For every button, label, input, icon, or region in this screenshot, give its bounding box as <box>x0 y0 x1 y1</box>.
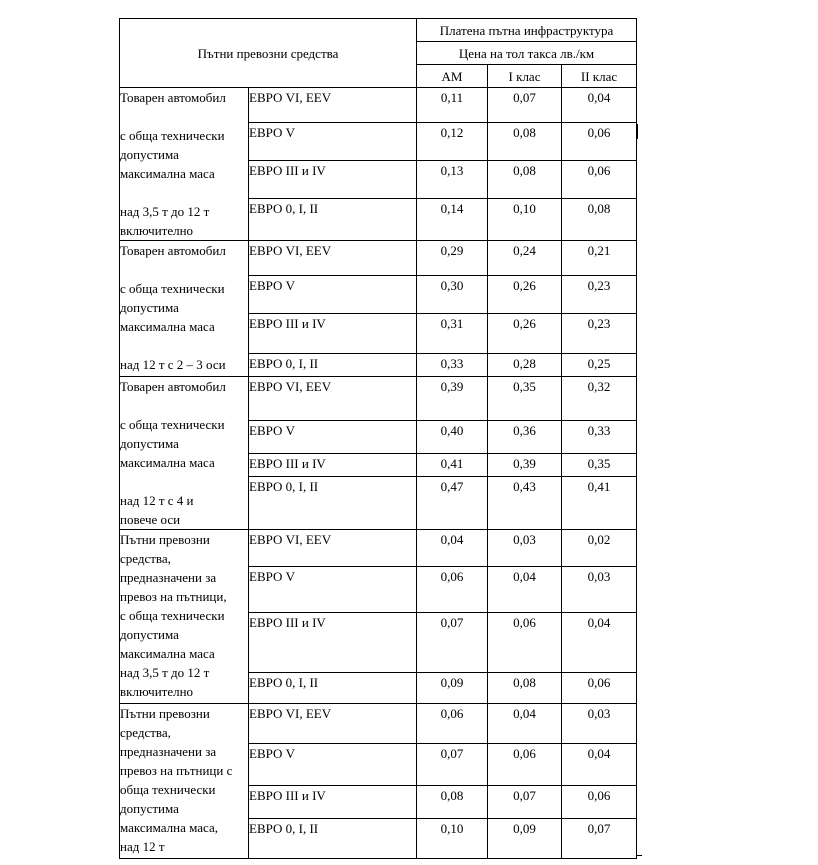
category-line: над 3,5 т до 12 т <box>120 665 210 680</box>
euro-class-cell: ЕВРО V <box>249 567 417 613</box>
price-am-cell: 0,33 <box>417 354 488 377</box>
category-line: максимална маса <box>120 646 215 661</box>
table-row <box>120 377 637 421</box>
price-i-cell: 0,35 <box>488 377 562 421</box>
price-ii-cell: 0,41 <box>562 477 637 530</box>
category-line: максимална маса <box>120 455 215 470</box>
table-row <box>120 241 637 276</box>
price-am-cell: 0,07 <box>417 613 488 673</box>
euro-class-cell: ЕВРО III и IV <box>249 160 417 199</box>
category-line: превоз на пътници с <box>120 763 233 778</box>
euro-class-cell: ЕВРО 0, I, II <box>249 199 417 241</box>
euro-class-cell: ЕВРО VI, EEV <box>249 88 417 123</box>
price-am-cell: 0,13 <box>417 160 488 199</box>
price-ii-cell: 0,06 <box>562 160 637 199</box>
price-ii-cell: 0,23 <box>562 276 637 314</box>
price-i-cell: 0,26 <box>488 276 562 314</box>
price-ii-cell: 0,06 <box>562 786 637 819</box>
price-am-cell: 0,11 <box>417 88 488 123</box>
price-i-cell: 0,28 <box>488 354 562 377</box>
euro-class-cell: ЕВРО VI, EEV <box>249 241 417 276</box>
category-line: с обща технически <box>120 417 225 432</box>
category-line: Пътни превозни <box>120 706 210 721</box>
col-ii-header: II клас <box>562 65 637 88</box>
euro-class-cell: ЕВРО III и IV <box>249 613 417 673</box>
euro-class-cell: ЕВРО V <box>249 744 417 786</box>
category-line: повече оси <box>120 512 181 527</box>
col-i-header: I клас <box>488 65 562 88</box>
price-ii-cell: 0,25 <box>562 354 637 377</box>
price-ii-cell: 0,02 <box>562 530 637 567</box>
price-ii-cell: 0,21 <box>562 241 637 276</box>
price-ii-cell: 0,03 <box>562 704 637 744</box>
vehicles-header: Пътни превозни средства <box>120 19 417 88</box>
price-i-cell: 0,04 <box>488 704 562 744</box>
corner-mark <box>636 855 642 856</box>
price-ii-cell: 0,03 <box>562 567 637 613</box>
col-am-header: АМ <box>417 65 488 88</box>
category-line: максимална маса <box>120 319 215 334</box>
price-am-cell: 0,06 <box>417 567 488 613</box>
toll-table-body <box>120 19 637 859</box>
line-gap <box>120 472 248 491</box>
category-line: максимална маса, <box>120 820 218 835</box>
price-am-cell: 0,40 <box>417 420 488 453</box>
category-line: Товарен автомобил <box>120 243 226 258</box>
category-line: превоз на пътници, <box>120 589 227 604</box>
category-line: над 12 т <box>120 839 165 854</box>
price-ii-cell: 0,06 <box>562 673 637 704</box>
price-am-cell: 0,12 <box>417 123 488 160</box>
header-row-1 <box>120 19 637 42</box>
price-i-cell: 0,43 <box>488 477 562 530</box>
category-line: допустима <box>120 300 179 315</box>
toll-table <box>119 18 637 859</box>
category-line: над 12 т с 4 и <box>120 493 194 508</box>
price-i-cell: 0,06 <box>488 613 562 673</box>
price-ii-cell: 0,06 <box>562 123 637 160</box>
line-gap <box>120 336 248 355</box>
price-i-cell: 0,04 <box>488 567 562 613</box>
vehicle-category-cell <box>120 704 249 859</box>
price-am-cell: 0,14 <box>417 199 488 241</box>
infrastructure-header: Платена пътна инфраструктура <box>417 19 637 42</box>
line-gap <box>120 396 248 415</box>
euro-class-cell: ЕВРО V <box>249 123 417 160</box>
price-i-cell: 0,08 <box>488 123 562 160</box>
price-i-cell: 0,24 <box>488 241 562 276</box>
category-line: над 3,5 т до 12 т <box>120 204 210 219</box>
euro-class-cell: ЕВРО VI, EEV <box>249 377 417 421</box>
price-am-cell: 0,08 <box>417 786 488 819</box>
category-line: включително <box>120 684 194 699</box>
price-ii-cell: 0,04 <box>562 613 637 673</box>
price-ii-cell: 0,32 <box>562 377 637 421</box>
price-am-cell: 0,07 <box>417 744 488 786</box>
price-i-cell: 0,39 <box>488 453 562 476</box>
line-gap <box>120 183 248 202</box>
price-am-cell: 0,10 <box>417 819 488 859</box>
category-line: Пътни превозни <box>120 532 210 547</box>
price-i-cell: 0,36 <box>488 420 562 453</box>
category-line: максимална маса <box>120 166 215 181</box>
euro-class-cell: ЕВРО 0, I, II <box>249 354 417 377</box>
euro-class-cell: ЕВРО VI, EEV <box>249 530 417 567</box>
category-line: с обща технически <box>120 281 225 296</box>
euro-class-cell: ЕВРО 0, I, II <box>249 819 417 859</box>
price-ii-cell: 0,08 <box>562 199 637 241</box>
category-line: допустима <box>120 627 179 642</box>
price-ii-cell: 0,04 <box>562 744 637 786</box>
vehicle-category-cell <box>120 241 249 377</box>
price-ii-cell: 0,33 <box>562 420 637 453</box>
price-i-cell: 0,07 <box>488 786 562 819</box>
price-ii-cell: 0,23 <box>562 314 637 354</box>
price-header: Цена на тол такса лв./км <box>417 42 637 65</box>
price-ii-cell: 0,07 <box>562 819 637 859</box>
category-line: средства, <box>120 725 171 740</box>
category-line: допустима <box>120 436 179 451</box>
category-line: средства, <box>120 551 171 566</box>
price-i-cell: 0,08 <box>488 673 562 704</box>
category-line: предназначени за <box>120 570 217 585</box>
price-am-cell: 0,04 <box>417 530 488 567</box>
category-line: включително <box>120 223 194 238</box>
category-line: допустима <box>120 147 179 162</box>
vehicle-category-cell <box>120 377 249 530</box>
category-line: предназначени за <box>120 744 217 759</box>
euro-class-cell: ЕВРО III и IV <box>249 786 417 819</box>
line-gap <box>120 107 248 126</box>
euro-class-cell: ЕВРО V <box>249 276 417 314</box>
category-line: над 12 т с 2 – 3 оси <box>120 357 226 372</box>
category-line: Товарен автомобил <box>120 90 226 105</box>
price-i-cell: 0,26 <box>488 314 562 354</box>
price-i-cell: 0,10 <box>488 199 562 241</box>
price-i-cell: 0,09 <box>488 819 562 859</box>
euro-class-cell: ЕВРО III и IV <box>249 453 417 476</box>
category-line: допустима <box>120 801 179 816</box>
price-am-cell: 0,39 <box>417 377 488 421</box>
category-line: обща технически <box>120 782 216 797</box>
line-gap <box>120 260 248 279</box>
table-row <box>120 704 637 744</box>
price-am-cell: 0,41 <box>417 453 488 476</box>
vehicle-category-cell <box>120 530 249 704</box>
euro-class-cell: ЕВРО VI, EEV <box>249 704 417 744</box>
price-ii-cell: 0,35 <box>562 453 637 476</box>
table-row <box>120 88 637 123</box>
price-am-cell: 0,06 <box>417 704 488 744</box>
margin-mark <box>637 124 638 139</box>
euro-class-cell: ЕВРО V <box>249 420 417 453</box>
vehicle-category-cell <box>120 88 249 241</box>
category-line: Товарен автомобил <box>120 379 226 394</box>
category-line: с обща технически <box>120 128 225 143</box>
euro-class-cell: ЕВРО 0, I, II <box>249 673 417 704</box>
table-row <box>120 530 637 567</box>
price-i-cell: 0,03 <box>488 530 562 567</box>
price-i-cell: 0,07 <box>488 88 562 123</box>
price-am-cell: 0,29 <box>417 241 488 276</box>
price-am-cell: 0,31 <box>417 314 488 354</box>
price-i-cell: 0,06 <box>488 744 562 786</box>
price-am-cell: 0,47 <box>417 477 488 530</box>
euro-class-cell: ЕВРО III и IV <box>249 314 417 354</box>
price-ii-cell: 0,04 <box>562 88 637 123</box>
euro-class-cell: ЕВРО 0, I, II <box>249 477 417 530</box>
price-am-cell: 0,30 <box>417 276 488 314</box>
price-am-cell: 0,09 <box>417 673 488 704</box>
category-line: с обща технически <box>120 608 225 623</box>
price-i-cell: 0,08 <box>488 160 562 199</box>
